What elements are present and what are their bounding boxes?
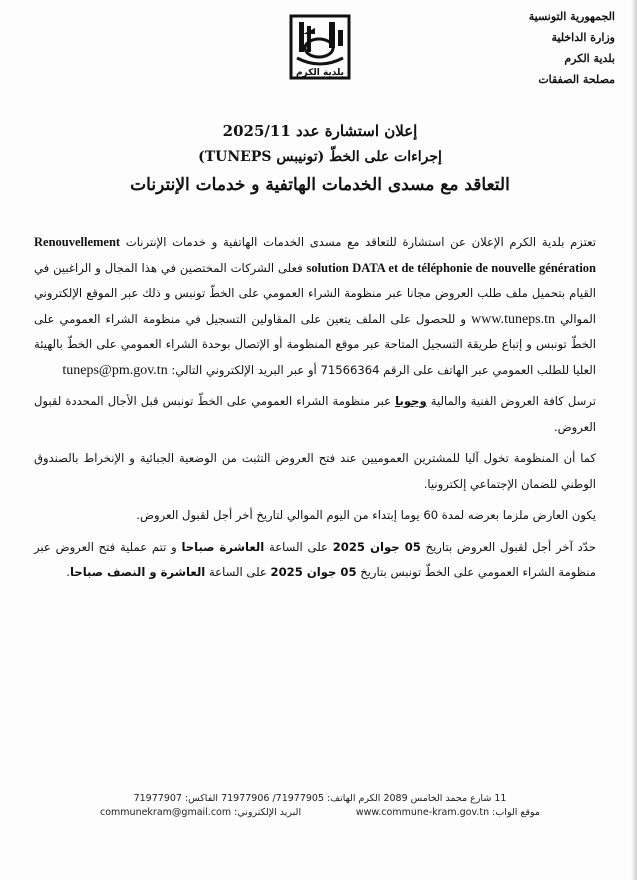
deadline-time: العاشرة صباحا	[181, 539, 265, 554]
paragraph-submission: ترسل كافة العروض الفنية والمالية وجوبا عبر منظومة الشراء العمومي على الخطّ تونبس قبل الأجال المحددة لقبول العروض.	[34, 394, 596, 434]
letterhead-municipality: بلدية الكرم	[564, 52, 615, 65]
tender-subject-french: Renouvellement solution DATA et de téléphonie de nouvelle génération	[34, 235, 596, 275]
opening-time: العاشرة و النصف صباحا	[69, 565, 206, 579]
subject-title: التعاقد مع مسدى الخدمات الهاتفية و خدمات الإنترنات	[130, 175, 510, 195]
tuneps-website-link[interactable]: www.tuneps.tn	[471, 311, 556, 327]
logo-caption: بلدية الكرم	[295, 68, 345, 78]
letterhead-republic: الجمهورية التونسية	[528, 10, 615, 23]
tuneps-email-link[interactable]: tuneps@pm.gov.tn	[62, 362, 168, 378]
footer-website: موقع الواب: www.commune-kram.gov.tn	[355, 807, 540, 818]
announcement-body	[34, 230, 596, 592]
municipality-emblem-icon	[289, 14, 351, 80]
municipality-website-link[interactable]: www.commune-kram.gov.tn	[355, 807, 490, 818]
footer-address: 11 شارع محمد الخامس 2089 الكرم الهاتف: 71977905/ 71977906 الفاكس: 71977907	[133, 793, 507, 804]
paragraph-verification: كما أن المنظومة تخول آليا للمشترين العموميين عند فتح العروض التثبت من الوضعية الجبائية و الإنخراط بالصندوق الوطني للضمان الإجتماعي إلكترونيا.	[34, 451, 596, 491]
paragraph-intro: تعتزم بلدية الكرم الإعلان عن استشارة للتعاقد مع مسدى الخدمات الهاتفية و خدمات الإنترنات Renouvellement solution DATA et de téléphonie de nouvelle génération فعلى الشركات المختصين في هذا المجال و الراغبين في القيام بتحميل ملف طلب العروض مجانا عبر منظومة الشراء العمومي على الخطّ تونبس و ذلك عبر الموقع الإلكتروني الموالي www.tuneps.tn و للحصول على الملف يتعين على المقاولين التسجيل في منظومة الشراء العمومي على الخطّ تونبس و إتباع طريقة التسجيل المتاحة عبر موقع المنظومة أو الإتصال بوحدة الشراء العمومي على الخطّ بالهيئة العليا للطلب العمومي عبر الهاتف على الرقم 71566364 أو عبر البريد الإلكتروني التالي: tuneps@pm.gov.tn	[34, 235, 596, 378]
footer-email: البريد الإلكتروني: communekram@gmail.com	[100, 807, 302, 818]
letterhead-department: مصلحة الصفقات	[538, 73, 615, 86]
announcement-titles	[40, 118, 600, 200]
deadline-date: 05 جوان 2025	[332, 539, 421, 554]
mandatory-emphasis: وجوبا	[395, 394, 427, 408]
municipality-email-link[interactable]: communekram@gmail.com	[100, 807, 232, 818]
letterhead-ministry: وزارة الداخلية	[551, 31, 615, 44]
paragraph-deadline: حدّد آخر أجل لقبول العروض بتاريخ 05 جوان 2025 على الساعة العاشرة صباحا و تتم عملية فتح العروض عبر منظومة الشراء العمومي على الخطّ تونبس بتاريخ 05 جوان 2025 على الساعة العاشرة و النصف صباحا.	[34, 539, 596, 579]
scan-edge-shadow	[631, 0, 637, 880]
footer-contact	[100, 792, 540, 820]
letterhead	[465, 6, 615, 90]
opening-date: 05 جوان 2025	[270, 565, 357, 579]
procedure-title: إجراءات على الخطّ (تونيبس TUNEPS)	[198, 149, 442, 165]
notice-title: إعلان استشارة عدد 2025/11	[222, 122, 418, 140]
paragraph-validity: يكون العارض ملزما بعرضه لمدة 60 يوما إبتداء من اليوم الموالي لتاريخ أخر أجل لقبول العروض.	[136, 508, 596, 522]
